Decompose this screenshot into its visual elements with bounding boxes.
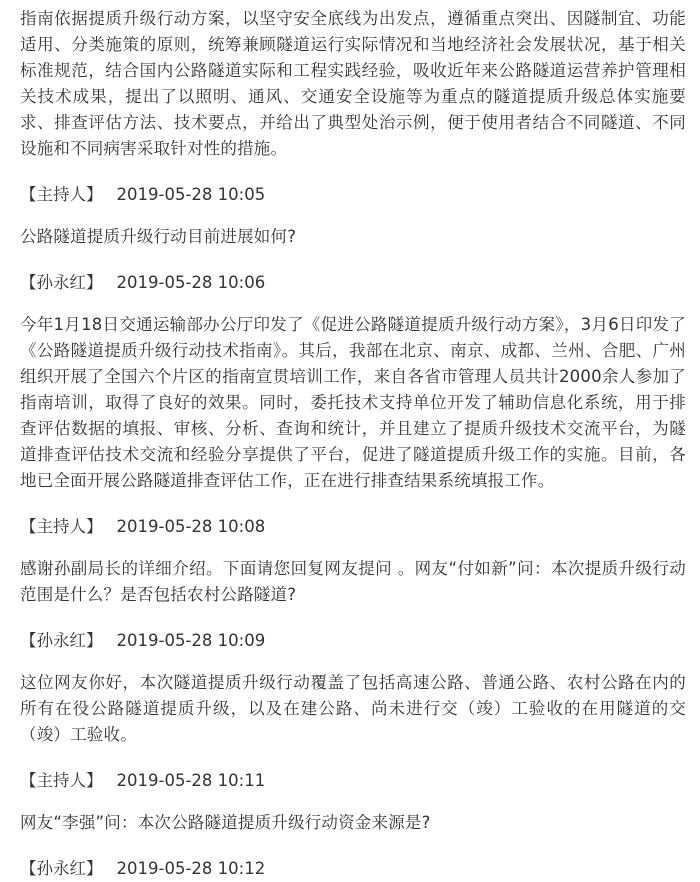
speaker-name: 【主持人】 (20, 771, 103, 790)
speaker-line (20, 768, 686, 794)
speaker-line (20, 628, 686, 654)
speaker-line (20, 182, 686, 208)
timestamp: 2019-05-28 10:11 (116, 771, 266, 790)
timestamp: 2019-05-28 10:12 (116, 859, 266, 878)
paragraph: 公路隧道提质升级行动目前进展如何? (20, 227, 297, 246)
timestamp: 2019-05-28 10:09 (116, 631, 266, 650)
speaker-line (20, 856, 686, 882)
speaker-name: 【孙永红】 (20, 631, 103, 650)
speaker-line (20, 514, 686, 540)
paragraph: 今年1月18日交通运输部办公厅印发了《促进公路隧道提质升级行动方案》，3月6日印发了《公路隧道提质升级行动技术指南》。其后，我部在北京、南京、成都、兰州、合肥、广州组织开展了全国六个片区的指南宣贯培训工作，来自各省市管理人员共计2000余人参加了指南培训，取得了良好的效果。同时，委托技术支持单位开发了辅助信息化系统，用于排查评估数据的填报、审核、分析、查询和统计，并且建立了提质升级技术交流平台，为隧道排查评估技术交流和经验分享提供了平台，促进了隧道提质升级工作的实施。目前，各地已全面开展公路隧道排查评估工作，正在进行排查结果系统填报工作。 (20, 315, 686, 490)
speaker-line (20, 270, 686, 296)
paragraph: 感谢孙副局长的详细介绍。下面请您回复网友提问 。网友“付如新”问：本次提质升级行动范围是什么？是否包括农村公路隧道? (20, 559, 686, 604)
speaker-name: 【孙永红】 (20, 859, 103, 878)
speaker-name: 【孙永红】 (20, 273, 103, 292)
timestamp: 2019-05-28 10:08 (116, 517, 266, 536)
paragraph: 这位网友你好，本次隧道提质升级行动覆盖了包括高速公路、普通公路、农村公路在内的所有在役公路隧道提质升级，以及在建公路、尚未进行交（竣）工验收的在用隧道的交（竣）工验收。 (20, 673, 686, 744)
timestamp: 2019-05-28 10:06 (116, 273, 266, 292)
paragraph: 指南依据提质升级行动方案，以坚守安全底线为出发点，遵循重点突出、因隧制宜、功能适用、分类施策的原则，统筹兼顾隧道运行实际情况和当地经济社会发展状况，基于相关标准规范，结合国内公路隧道实际和工程实践经验，吸收近年来公路隧道运营养护管理相关技术成果，提出了以照明、通风、交通安全设施等为重点的隧道提质升级总体实施要求、排查评估方法、技术要点，并给出了典型处治示例，便于使用者结合不同隧道、不同设施和不同病害采取针对性的措施。 (20, 9, 686, 158)
paragraph: 网友“李强”问：本次公路隧道提质升级行动资金来源是? (20, 813, 431, 832)
speaker-name: 【主持人】 (20, 517, 103, 536)
timestamp: 2019-05-28 10:05 (116, 185, 266, 204)
speaker-name: 【主持人】 (20, 185, 103, 204)
